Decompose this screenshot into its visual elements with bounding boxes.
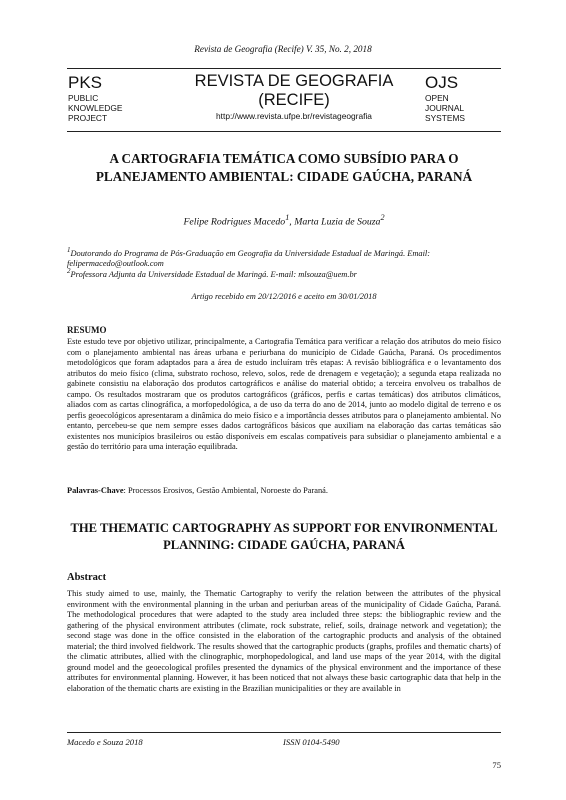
journal-title-line2: (RECIFE) bbox=[258, 91, 330, 109]
affiliation-2-text: Professora Adjunta da Universidade Estadual de Maringá. E-mail: mlsouza@uem.br bbox=[70, 269, 357, 279]
footer-citation: Macedo e Souza 2018 bbox=[67, 737, 143, 747]
abstract-heading: Abstract bbox=[67, 572, 107, 583]
affiliation-1-text: Doutorando do Programa de Pós-Graduação em Geografia da Universidade Estadual de Maringá. Email: felipermacedo@outlook.com bbox=[67, 248, 431, 269]
affiliation-2 bbox=[67, 266, 501, 280]
pkp-sub-1: PUBLIC bbox=[68, 93, 99, 103]
author-1: Felipe Rodrigues Macedo bbox=[183, 216, 286, 228]
article-title-portuguese: A CARTOGRAFIA TEMÁTICA COMO SUBSÍDIO PARA O PLANEJAMENTO AMBIENTAL: CIDADE GAÚCHA, PARANÁ bbox=[95, 151, 473, 184]
author-1-sup: 1 bbox=[285, 213, 290, 222]
footer-issn: ISSN 0104-5490 bbox=[283, 737, 340, 747]
ojs-abbr: OJS bbox=[425, 73, 459, 92]
abstract-body: This study aimed to use, mainly, the Thematic Cartography to verify the relation between the attributes of the physical environment with the environmental planning in the urban and periurban areas of the municipality of Cidade Gaúcha, Paraná. The methodological procedures that were adapted to the study area included three steps: the bibliographic review and the gathering of the physical environment attributes (climate, rock substrate, relief, soils, drainage network and vegetation); the second stage was done in the office consisted in the elaboration of the cartographic products and analysis of the obtained material; the third involved fieldwork. The results showed that the cartographic products (graphs, profiles and thematic charts) of the climatic attributes, allied with the clinographic, morphopedological, and land use maps of the year 2014, with the digital ground model and the geoecological profiles presented the dynamics of the physical environment and the importance of these attributes for environmental planning. However, it has been noticed that not always these basic cartographic data that help in the elaboration of the thematic charts are existing in the Brazilian municipalities or they are available in bbox=[67, 589, 501, 693]
pkp-sub-2: KNOWLEDGE bbox=[68, 103, 123, 113]
affiliation-1-sup: 1 bbox=[67, 246, 71, 254]
resumo-heading: RESUMO bbox=[67, 325, 107, 335]
author-2: Marta Luzia de Souza bbox=[294, 216, 381, 228]
author-separator: , bbox=[289, 216, 295, 228]
keywords-line bbox=[67, 486, 501, 495]
resumo-body: Este estudo teve por objetivo utilizar, principalmente, a Cartografia Temática para verificar a relação dos atributos do meio físico com o planejamento ambiental nas áreas urbana e periurbana do município de Cidade Gaúcha, Paraná. Os procedimentos metodológicos que foram adaptados para a área de estudo incluíram três etapas: A revisão bibliográfica e o levantamento dos atributos do meio físico (clima, substrato rochoso, relevo, solos, rede de drenagem e vegetação); a segunda etapa realizada no gabinete consistiu na elaboração dos produtos cartográficos e análise do material obtido; a terceira envolveu os trabalhos de campo. Os resultados mostraram que os produtos cartográficos (gráficos, perfis e cartas temáticas) dos atributos climáticos, aliados com as cartas clinográfica, a morfopedológica, a de uso da terra do ano de 2014, junto ao modelo digital de terreno e os perfis geoecológicos apresentaram a dinâmica do meio físico e a importância desses atributos para o planejamento ambiental. No entanto, percebeu-se que nem sempre esses dados cartográficos básicos que auxiliam na elaboração das cartas temáticas são existentes nos municípios brasileiros ou estão disponíveis em escalas compatíveis para subsidiar o planejamento ambiental e a gestão do território para uma interação equilibrada. bbox=[67, 337, 501, 452]
journal-title-line1: REVISTA DE GEOGRAFIA bbox=[194, 72, 394, 90]
journal-url-link[interactable]: http://www.revista.ufpe.br/revistageografia bbox=[216, 111, 372, 121]
pkp-abbr: PKS bbox=[68, 73, 103, 92]
ojs-sub-2: JOURNAL bbox=[425, 103, 465, 113]
footer-divider bbox=[67, 732, 501, 733]
page-number: 75 bbox=[492, 760, 501, 770]
received-accepted-dates: Artigo recebido em 20/12/2016 e aceito em 30/01/2018 bbox=[191, 292, 377, 301]
pkp-sub-3: PROJECT bbox=[68, 113, 108, 123]
journal-masthead bbox=[67, 68, 501, 132]
keywords-text: : Processos Erosivos, Gestão Ambiental, Noroeste do Paraná. bbox=[123, 486, 328, 495]
ojs-sub-1: OPEN bbox=[425, 93, 449, 103]
article-title-english: THE THEMATIC CARTOGRAPHY AS SUPPORT FOR ENVIRONMENTAL PLANNING: CIDADE GAÚCHA, PARANÁ bbox=[70, 521, 498, 552]
ojs-sub-3: SYSTEMS bbox=[425, 113, 466, 123]
pkp-block bbox=[68, 73, 158, 123]
journal-title-block bbox=[163, 72, 425, 121]
journal-running-header: Revista de Geografia (Recife) V. 35, No. 2, 2018 bbox=[194, 44, 372, 54]
ojs-block bbox=[425, 73, 501, 123]
affiliation-2-sup: 2 bbox=[67, 267, 71, 275]
keywords-label: Palavras-Chave bbox=[67, 486, 124, 495]
author-line bbox=[67, 213, 501, 227]
author-2-sup: 2 bbox=[380, 213, 385, 222]
